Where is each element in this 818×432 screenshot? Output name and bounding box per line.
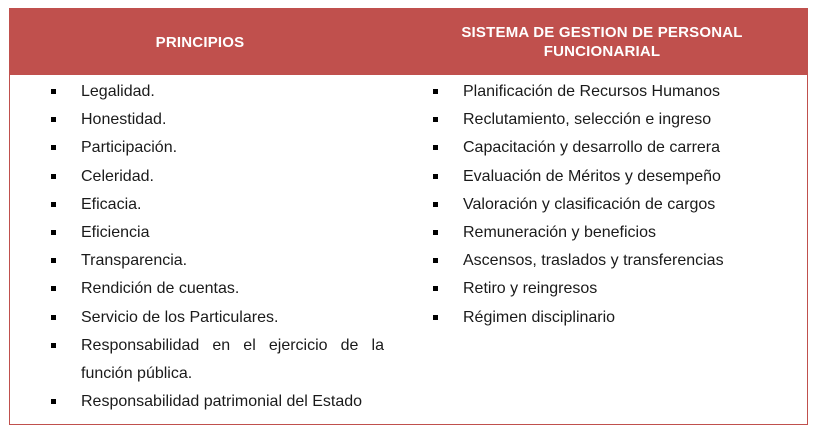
list-item: Capacitación y desarrollo de carrera <box>430 134 800 162</box>
square-bullet-icon <box>51 286 56 291</box>
list-item: Responsabilidad en el ejercicio de la función pública. <box>48 332 384 388</box>
list-item: Valoración y clasificación de cargos <box>430 191 800 219</box>
header-principios: PRINCIPIOS <box>155 33 245 51</box>
square-bullet-icon <box>51 202 56 207</box>
list-item: Ascensos, traslados y transferencias <box>430 247 800 275</box>
list-item: Régimen disciplinario <box>430 304 800 332</box>
sistema-gestion-list <box>430 78 800 332</box>
list-item: Planificación de Recursos Humanos <box>430 78 800 106</box>
list-item: Responsabilidad patrimonial del Estado <box>48 388 384 416</box>
square-bullet-icon <box>433 286 438 291</box>
square-bullet-icon <box>433 258 438 263</box>
square-bullet-icon <box>51 174 56 179</box>
square-bullet-icon <box>51 343 56 348</box>
list-item: Remuneración y beneficios <box>430 219 800 247</box>
header-sistema-gestion: SISTEMA DE GESTION DE PERSONAL FUNCIONARIAL <box>461 24 743 60</box>
list-item: Eficiencia <box>48 219 384 247</box>
list-item: Reclutamiento, selección e ingreso <box>430 106 800 134</box>
list-item: Celeridad. <box>48 163 384 191</box>
list-item: Eficacia. <box>48 191 384 219</box>
square-bullet-icon <box>51 89 56 94</box>
square-bullet-icon <box>51 117 56 122</box>
square-bullet-icon <box>433 230 438 235</box>
square-bullet-icon <box>51 399 56 404</box>
square-bullet-icon <box>51 315 56 320</box>
table-header <box>10 9 807 75</box>
list-item: Retiro y reingresos <box>430 275 800 303</box>
square-bullet-icon <box>433 315 438 320</box>
list-item: Servicio de los Particulares. <box>48 304 384 332</box>
list-item: Rendición de cuentas. <box>48 275 384 303</box>
square-bullet-icon <box>51 258 56 263</box>
square-bullet-icon <box>433 145 438 150</box>
list-item: Honestidad. <box>48 106 384 134</box>
list-item: Evaluación de Méritos y desempeño <box>430 163 800 191</box>
square-bullet-icon <box>433 174 438 179</box>
principios-list <box>48 78 384 416</box>
list-item: Participación. <box>48 134 384 162</box>
square-bullet-icon <box>433 89 438 94</box>
list-item: Transparencia. <box>48 247 384 275</box>
square-bullet-icon <box>433 202 438 207</box>
square-bullet-icon <box>51 230 56 235</box>
list-item: Legalidad. <box>48 78 384 106</box>
principles-table <box>9 8 808 425</box>
square-bullet-icon <box>433 117 438 122</box>
square-bullet-icon <box>51 145 56 150</box>
